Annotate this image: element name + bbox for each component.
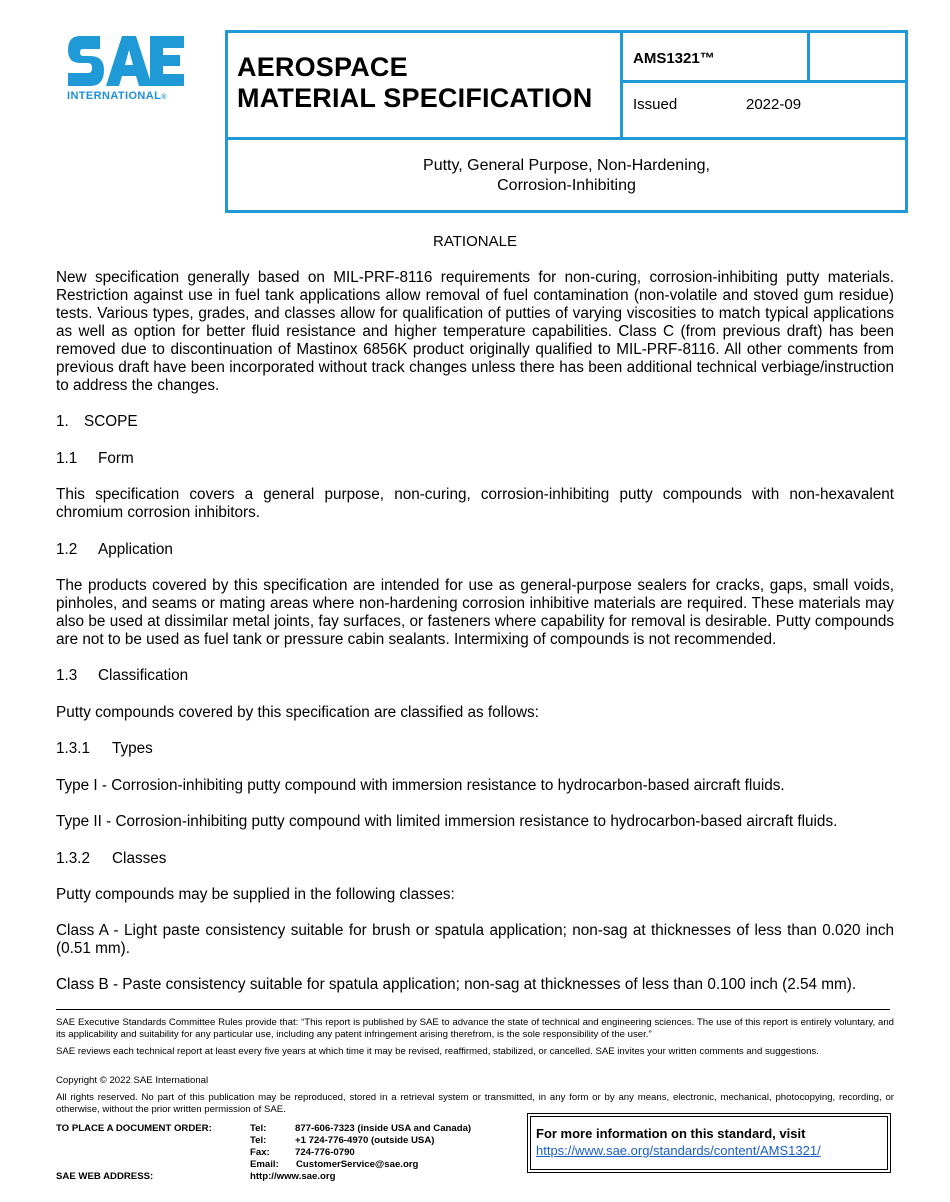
form-text: This specification covers a general purpose, non-curing, corrosion-inhibiting putty compounds with non-hexavalent chromium corrosion inhibitors. — [56, 486, 894, 521]
section-number: 1.3.2 — [56, 850, 91, 867]
section-1-2-heading — [56, 541, 173, 559]
section-1-1-heading — [56, 450, 134, 468]
tel2-label: Tel: — [250, 1135, 267, 1146]
logo-text: INTERNATIONAL® — [67, 90, 167, 102]
section-title: Types — [112, 740, 153, 757]
order-label: TO PLACE A DOCUMENT ORDER: — [56, 1123, 212, 1134]
review-notice: SAE reviews each technical report at least every five years at which time it may be revised, reaffirmed, stabilized, or cancelled. SAE invites your written comments and suggestions. — [56, 1046, 819, 1057]
issued-label: Issued — [633, 96, 678, 113]
section-1-heading — [56, 413, 138, 431]
section-number: 1.1 — [56, 450, 78, 467]
standard-link[interactable]: https://www.sae.org/standards/content/AMS1321/ — [536, 1143, 821, 1158]
section-title: Application — [98, 541, 173, 558]
section-title: Classification — [98, 667, 189, 684]
section-title: Classes — [112, 850, 167, 867]
classification-text: Putty compounds covered by this specification are classified as follows: — [56, 704, 539, 721]
web-label: SAE WEB ADDRESS: — [56, 1171, 154, 1182]
section-number: 1.2 — [56, 541, 78, 558]
subject-title-line2: Corrosion-Inhibiting — [497, 177, 636, 194]
section-number: 1.3 — [56, 667, 78, 684]
info-title: For more information on this standard, visit — [536, 1126, 806, 1141]
tel-value: 877-606-7323 (inside USA and Canada) — [295, 1123, 472, 1134]
section-1-3-1-heading — [56, 740, 153, 758]
tel2-value: +1 724-776-4970 (outside USA) — [295, 1135, 435, 1146]
subject-title: Putty, General Purpose, Non-Hardening, — [423, 157, 710, 174]
copyright-notice: Copyright © 2022 SAE International — [56, 1075, 209, 1086]
section-1-3-2-heading — [56, 850, 166, 868]
revision-box — [807, 30, 908, 83]
rules-notice: SAE Executive Standards Committee Rules provide that: “This report is published by SAE to advance the state of technical and engineering sciences. The use of this report is entirely voluntary, and its applicability and suitability for any particular use, including any patent infringement arising therefrom, is the sole responsibility of the user.” — [56, 1017, 894, 1040]
tel-label: Tel: — [250, 1123, 267, 1134]
fax-value: 724-776-0790 — [295, 1147, 355, 1158]
section-title: Form — [98, 450, 134, 467]
class-a-text: Class A - Light paste consistency suitable for brush or spatula application; non-sag at thicknesses of less than 0.020 inch (0.51 mm). — [56, 922, 894, 957]
registered-mark: ® — [161, 94, 167, 101]
email-link[interactable]: CustomerService@sae.org — [296, 1159, 419, 1170]
class-b-text: Class B - Paste consistency suitable for spatula application; non-sag at thicknesses of less than 0.100 inch (2.54 mm). — [56, 976, 857, 993]
rationale-heading: RATIONALE — [433, 233, 517, 250]
doc-type-title: AEROSPACE — [237, 52, 408, 82]
doc-number: AMS1321™ — [633, 50, 715, 67]
type-2-text: Type II - Corrosion-inhibiting putty compound with limited immersion resistance to hydrocarbon-based aircraft fluids. — [56, 813, 838, 830]
subject-box — [225, 137, 908, 213]
section-number: 1.3.1 — [56, 740, 91, 757]
rationale-text: New specification generally based on MIL-PRF-8116 requirements for non-curing, corrosion-inhibiting putty materials. Restriction against use in fuel tank applications allow removal of fuel contamination (non-volatile and stoved gum residue) tests. Various types, grades, and classes allow for qualification of putties of varying viscosities to match typical applications as well as option for better fluid resistance and higher temperature capabilities. Class C (from previous draft) has been removed due to discontinuation of Mastinox 6856K product originally qualified to MIL-PRF-8116. All other comments from previous draft have been incorporated without track changes unless there has been additional technical verbiage/instruction to address the changes. — [56, 269, 894, 394]
web-link[interactable]: http://www.sae.org — [250, 1171, 336, 1182]
email-label: Email: — [250, 1159, 279, 1170]
doc-type-title-line2: MATERIAL SPECIFICATION — [237, 83, 593, 113]
section-1-3-heading — [56, 667, 188, 685]
fax-label: Fax: — [250, 1147, 270, 1158]
section-number: 1. — [56, 413, 69, 430]
issued-date: 2022-09 — [746, 96, 802, 113]
rights-notice: All rights reserved. No part of this publication may be reproduced, stored in a retrieval system or transmitted, in any form or by any means, electronic, mechanical, photocopying, recording, or otherwise, without the prior written permission of SAE. — [56, 1092, 894, 1115]
application-text: The products covered by this specification are intended for use as general-purpose sealers for cracks, gaps, small voids, pinholes, and seams or mating areas where non-hardening corrosion inhibitive materials are required. These materials may also be used at dissimilar metal joints, fay surfaces, or fasteners where capability for removal is desirable. Putty compounds are not to be used as fuel tank or pressure cabin sealants. Intermixing of compounds is not recommended. — [56, 577, 894, 648]
type-1-text: Type I - Corrosion-inhibiting putty compound with immersion resistance to hydrocarbon-based aircraft fluids. — [56, 777, 785, 794]
classes-text: Putty compounds may be supplied in the following classes: — [56, 886, 455, 903]
footer-divider — [56, 1009, 890, 1010]
section-title: SCOPE — [84, 413, 138, 430]
